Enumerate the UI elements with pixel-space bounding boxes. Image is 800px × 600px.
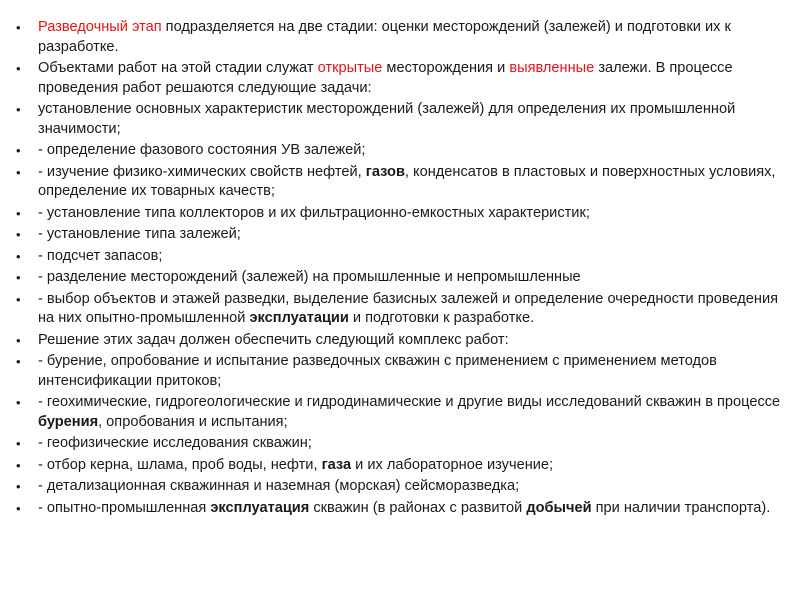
- bullet-marker: •: [16, 500, 21, 516]
- list-item: [16, 141, 786, 161]
- bullet-marker: •: [16, 354, 21, 369]
- bullet-marker: •: [16, 479, 21, 494]
- bold-text: эксплуатация: [210, 499, 310, 516]
- text-segment: , опробования и испытания;: [98, 413, 288, 430]
- bullet-marker: •: [16, 248, 21, 264]
- highlight-text: выявленные: [509, 60, 595, 76]
- bullet-marker: •: [16, 227, 21, 242]
- list-item: [16, 163, 786, 202]
- text-segment: залежи. В процессе проведения работ решаются следующие задачи:: [38, 60, 733, 96]
- list-item-text: [38, 435, 312, 451]
- text-segment: - установление типа залежей;: [38, 226, 241, 242]
- text-segment: скважин (в районах с развитой: [309, 499, 527, 516]
- text-segment: - бурение, опробование и испытание разведочных скважин с применением с применением методов интенсификации притоков;: [38, 353, 717, 389]
- list-item-text: [38, 60, 733, 96]
- bullet-marker: •: [16, 395, 21, 410]
- list-item: [16, 290, 786, 329]
- text-segment: и подготовки к разработке.: [348, 310, 535, 326]
- bullet-marker: •: [16, 332, 21, 348]
- text-segment: месторождения и: [382, 60, 510, 76]
- bullet-marker: •: [16, 102, 21, 117]
- list-item-text: [38, 226, 241, 242]
- text-segment: установление основных характеристик месторождений (залежей) для определения их промышленной значимости;: [38, 101, 736, 137]
- text-segment: - отбор керна, шлама, проб воды, нефти,: [38, 456, 322, 473]
- list-item-text: [38, 500, 770, 516]
- text-segment: - выбор объектов и этажей разведки, выделение базисных залежей и определение очередности проведения на них опытно-промышленной: [38, 290, 779, 326]
- list-item: [16, 247, 786, 267]
- list-item-text: [38, 394, 780, 430]
- list-item-text: [38, 142, 366, 158]
- bullet-marker: •: [16, 205, 21, 221]
- bold-text: газа: [321, 456, 352, 473]
- bullet-marker: •: [16, 291, 21, 307]
- list-item-text: [38, 205, 590, 221]
- list-item: [16, 59, 786, 98]
- list-item-text: [38, 248, 162, 264]
- text-segment: - детализационная скважинная и наземная (морская) сейсморазведка;: [38, 478, 520, 494]
- list-item: [16, 331, 786, 351]
- text-segment: - изучение физико-химических свойств нефтей,: [38, 163, 366, 180]
- text-segment: , конденсатов в пластовых и поверхностных условиях, определение их товарных качеств;: [38, 163, 776, 199]
- list-item: [16, 100, 786, 139]
- list-item-text: [38, 164, 775, 200]
- text-segment: - установление типа коллекторов и их фильтрационно-емкостных характеристик;: [38, 204, 590, 221]
- text-segment: - подсчет запасов;: [38, 247, 163, 264]
- list-item: [16, 268, 786, 288]
- bullet-list: [16, 18, 786, 520]
- bullet-marker: •: [16, 457, 21, 473]
- list-item: [16, 499, 786, 519]
- text-segment: - геохимические, гидрогеологические и гидродинамические и другие виды исследований скважин в процессе: [38, 394, 781, 410]
- text-segment: подразделяется на две стадии: оценки месторождений (залежей) и подготовки их к разработке.: [38, 19, 731, 55]
- list-item-text: [38, 101, 735, 137]
- bullet-marker: •: [16, 20, 21, 35]
- list-item: [16, 204, 786, 224]
- list-item: [16, 18, 786, 57]
- list-item-text: [38, 332, 509, 348]
- bullet-marker: •: [16, 143, 21, 158]
- text-segment: - определение фазового состояния УВ залежей;: [38, 142, 366, 158]
- highlight-text: открытые: [317, 60, 383, 76]
- bullet-marker: •: [16, 436, 21, 451]
- bullet-marker: •: [16, 270, 21, 285]
- list-item: [16, 456, 786, 476]
- text-segment: - геофизические исследования скважин;: [38, 435, 312, 451]
- list-item: [16, 225, 786, 245]
- list-item-text: [38, 353, 717, 389]
- text-segment: Решение этих задач должен обеспечить следующий комплекс работ:: [38, 331, 509, 348]
- text-segment: Объектами работ на этой стадии служат: [38, 60, 318, 76]
- list-item: [16, 434, 786, 454]
- list-item: [16, 393, 786, 432]
- highlight-text: Разведочный этап: [38, 19, 162, 35]
- bullet-marker: •: [16, 164, 21, 180]
- bold-text: добычей: [526, 499, 592, 516]
- list-item-text: [38, 291, 778, 327]
- text-segment: - разделение месторождений (залежей) на промышленные и непромышленные: [38, 269, 581, 285]
- list-item-text: [38, 457, 553, 473]
- text-segment: при наличии транспорта).: [591, 499, 771, 516]
- text-segment: и их лабораторное изучение;: [351, 456, 554, 473]
- list-item: [16, 477, 786, 497]
- bullet-marker: •: [16, 61, 21, 76]
- list-item-text: [38, 478, 519, 494]
- list-item-text: [38, 269, 581, 285]
- bold-text: бурения: [38, 413, 99, 430]
- bold-text: эксплуатации: [249, 310, 349, 326]
- list-item: [16, 352, 786, 391]
- text-segment: - опытно-промышленная: [38, 499, 211, 516]
- bold-text: газов: [365, 163, 405, 180]
- list-item-text: [38, 19, 731, 55]
